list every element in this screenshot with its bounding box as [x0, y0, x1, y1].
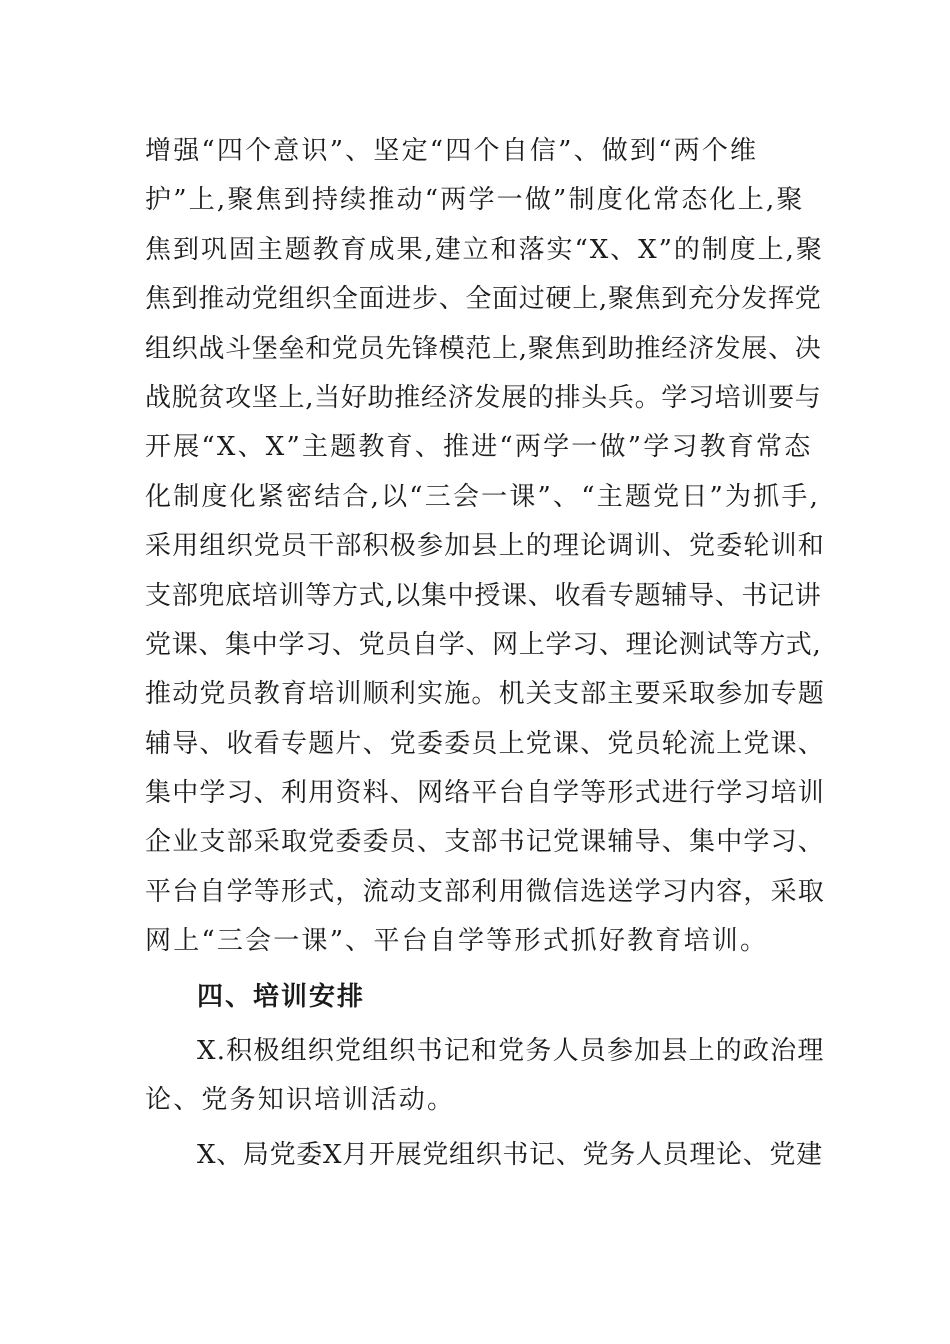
text-line: 支部兜底培训等方式,以集中授课、收看专题辅导、书记讲: [145, 580, 822, 611]
text-line: 企业支部采取党委委员、支部书记党课辅导、集中学习、: [145, 827, 826, 858]
text-line: 战脱贫攻坚上,当好助推经济发展的排头兵。学习培训要与: [145, 382, 822, 413]
document-body: [145, 127, 825, 1181]
text-line: 增强“四个意识”、坚定“四个自信”、做到“两个维: [145, 136, 759, 166]
text-line: 网上“三会一课”、平台自学等形式抓好教育培训。: [145, 926, 769, 957]
text-line: 平台自学等形式，流动支部利用微信选送学习内容，采取: [145, 876, 826, 907]
text-line: 推动党员教育培训顺利实施。机关支部主要采取参加专题: [145, 679, 826, 710]
section-heading: 四、培训安排: [197, 981, 366, 1012]
text-line: X、局党委X月开展党组织书记、党务人员理论、党建: [197, 1140, 823, 1171]
text-line: 辅导、收看专题片、党委委员上党课、党员轮流上党课、: [145, 728, 826, 759]
text-line: 开展“X、X”主题教育、推进“两学一做”学习教育常态: [145, 432, 813, 463]
text-line: 化制度化紧密结合,以“三会一课”、“主题党日”为抓手,: [145, 481, 821, 512]
text-line: 论、党务知识培训活动。: [145, 1085, 456, 1116]
text-line: 护”上,聚焦到持续推动“两学一做”制度化常态化上,聚: [145, 185, 805, 216]
text-line: 集中学习、利用资料、网络平台自学等形式进行学习培训: [145, 778, 826, 809]
text-line: 采用组织党员干部积极参加县上的理论调训、党委轮训和: [145, 531, 826, 562]
text-line: X.积极组织党组织书记和党务人员参加县上的政治理: [197, 1035, 825, 1066]
list-item: [145, 1131, 825, 1180]
list-item: [145, 1027, 825, 1126]
text-line: 焦到巩固主题教育成果,建立和落实“X、X”的制度上,聚: [145, 234, 824, 265]
text-line: 组织战斗堡垒和党员先锋模范上,聚焦到助推经济发展、决: [145, 333, 822, 364]
text-line: 焦到推动党组织全面进步、全面过硬上,聚焦到充分发挥党: [145, 284, 822, 315]
text-line: 党课、集中学习、党员自学、网上学习、理论测试等方式,: [145, 629, 822, 660]
continued-paragraph: [145, 127, 825, 967]
